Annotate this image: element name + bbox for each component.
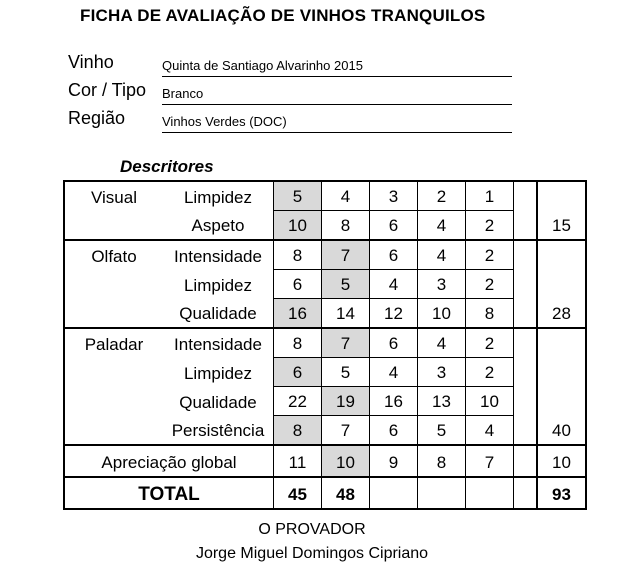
score-cell: 5 [322, 358, 370, 387]
selected-score: 8 [274, 416, 322, 446]
score-cell: 4 [466, 416, 514, 446]
section-total: 10 [537, 445, 586, 477]
selected-score: 16 [274, 299, 322, 329]
table-row [64, 328, 586, 358]
table-row [64, 387, 586, 416]
table-row [64, 416, 586, 446]
category-label: Olfato [64, 240, 163, 270]
score-cell: 22 [274, 387, 322, 416]
total-col-1: 45 [274, 477, 322, 509]
spacer-cell [514, 328, 538, 358]
selected-score: 7 [322, 328, 370, 358]
spacer-cell [514, 270, 538, 299]
descriptor-label: Limpidez [183, 363, 253, 383]
score-cell: 14 [322, 299, 370, 329]
score-cell: 8 [274, 240, 322, 270]
category-cell [64, 387, 163, 416]
score-cell: 13 [418, 387, 466, 416]
selected-score: 6 [274, 358, 322, 387]
score-cell: 4 [418, 240, 466, 270]
empty-cell [370, 477, 418, 509]
total-cell [537, 387, 586, 416]
category-label: Visual [64, 181, 163, 211]
score-cell: 6 [370, 211, 418, 241]
score-cell: 3 [418, 270, 466, 299]
score-cell: 8 [466, 299, 514, 329]
section-total: 40 [537, 416, 586, 446]
grand-total: 93 [537, 477, 586, 509]
descriptor-label: Limpidez [183, 275, 253, 295]
category-cell [64, 358, 163, 387]
table-row [64, 358, 586, 387]
vinho-label: Vinho [68, 52, 114, 72]
table-row [64, 211, 586, 241]
score-cell: 1 [466, 181, 514, 211]
total-cell [537, 270, 586, 299]
selected-score: 10 [274, 211, 322, 241]
total-cell [537, 240, 586, 270]
descriptor-label: Qualidade [163, 299, 274, 329]
section-total: 15 [537, 211, 586, 241]
descriptor-label: Aspeto [163, 211, 274, 241]
spacer-cell [514, 416, 538, 446]
total-label: TOTAL [64, 477, 274, 509]
score-cell: 6 [370, 416, 418, 446]
descritores-label: Descritores [120, 157, 214, 176]
table-row [64, 445, 586, 477]
table-row [64, 299, 586, 329]
spacer-cell [514, 240, 538, 270]
section-total: 28 [537, 299, 586, 329]
spacer-cell [514, 181, 538, 211]
score-cell: 2 [418, 181, 466, 211]
score-cell: 10 [418, 299, 466, 329]
regiao-value: Vinhos Verdes (DOC) [162, 112, 512, 133]
score-cell: 8 [418, 445, 466, 477]
spacer-cell [514, 299, 538, 329]
total-col-2: 48 [322, 477, 370, 509]
category-cell [64, 270, 163, 299]
spacer-cell [514, 358, 538, 387]
score-cell: 2 [466, 328, 514, 358]
category-cell [64, 416, 163, 446]
empty-cell [418, 477, 466, 509]
score-cell: 4 [418, 328, 466, 358]
empty-cell [466, 477, 514, 509]
total-cell [537, 358, 586, 387]
score-cell: 2 [466, 358, 514, 387]
score-cell: 3 [370, 181, 418, 211]
score-cell: 5 [418, 416, 466, 446]
category-cell [64, 299, 163, 329]
total-cell [537, 328, 586, 358]
descriptor-label: Limpidez [163, 181, 274, 211]
selected-score: 19 [322, 387, 370, 416]
table-row [64, 270, 586, 299]
selected-score: 10 [322, 445, 370, 477]
selected-score: 5 [274, 181, 322, 211]
descriptor-label: Persistência [163, 416, 274, 446]
provador-name: Jorge Miguel Domingos Cipriano [195, 545, 429, 562]
score-cell: 7 [322, 416, 370, 446]
apreciacao-label: Apreciação global [64, 445, 274, 477]
score-cell: 12 [370, 299, 418, 329]
spacer-cell [514, 445, 538, 477]
descriptor-label: Intensidade [163, 240, 274, 270]
score-cell: 6 [274, 270, 322, 299]
score-cell: 6 [370, 240, 418, 270]
score-cell: 10 [466, 387, 514, 416]
selected-score: 5 [322, 270, 370, 299]
score-cell: 6 [370, 328, 418, 358]
score-cell: 2 [466, 240, 514, 270]
total-row [64, 477, 586, 509]
spacer-cell [514, 211, 538, 241]
score-cell: 8 [274, 328, 322, 358]
spacer-cell [514, 387, 538, 416]
table-row [64, 181, 586, 211]
score-cell: 4 [418, 211, 466, 241]
spacer-cell [514, 477, 538, 509]
score-cell: 11 [274, 445, 322, 477]
vinho-value: Quinta de Santiago Alvarinho 2015 [162, 56, 512, 77]
cor-tipo-label: Cor / Tipo [68, 80, 147, 100]
evaluation-table [63, 180, 587, 510]
score-cell: 16 [370, 387, 418, 416]
score-cell: 2 [466, 270, 514, 299]
selected-score: 7 [322, 240, 370, 270]
table-row [64, 240, 586, 270]
score-cell: 3 [418, 358, 466, 387]
score-cell: 4 [370, 270, 418, 299]
regiao-label: Região [68, 108, 126, 128]
score-cell: 9 [370, 445, 418, 477]
cor-tipo-value: Branco [162, 84, 512, 105]
score-cell: 2 [466, 211, 514, 241]
category-cell [64, 211, 163, 241]
score-cell: 4 [322, 181, 370, 211]
form-title: FICHA DE AVALIAÇÃO DE VINHOS TRANQUILOS [80, 6, 486, 25]
score-cell: 8 [322, 211, 370, 241]
total-cell [537, 181, 586, 211]
descriptor-label: Intensidade [163, 328, 274, 358]
descriptor-label: Qualidade [179, 392, 257, 412]
score-cell: 4 [370, 358, 418, 387]
score-cell: 7 [466, 445, 514, 477]
category-label: Paladar [64, 328, 163, 358]
provador-label: O PROVADOR [258, 521, 366, 538]
